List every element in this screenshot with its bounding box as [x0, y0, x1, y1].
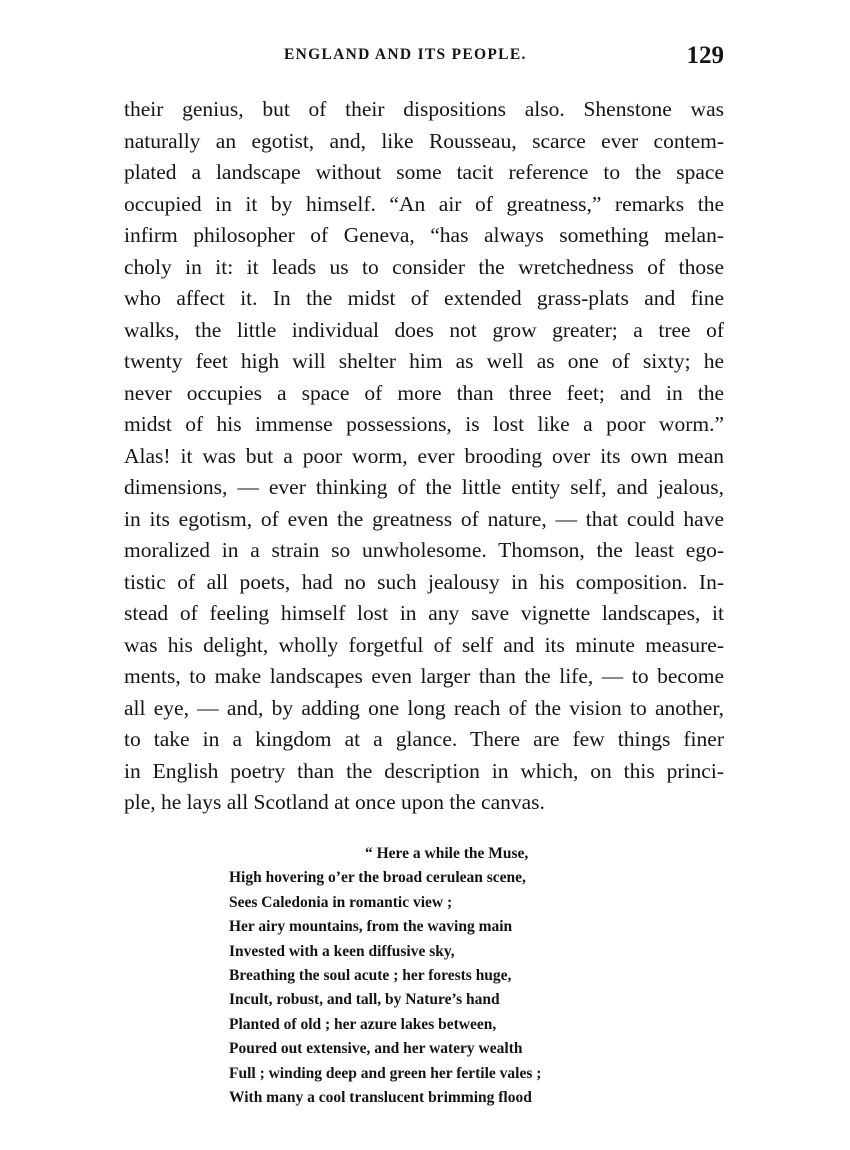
verse-quotation	[229, 842, 649, 1110]
verse-line: Planted of old ; her azure lakes between,	[229, 1015, 497, 1033]
text-line: was his delight, wholly forgetful of self and its minute measure-	[124, 632, 724, 657]
text-line: all eye, — and, by adding one long reach of the vision to another,	[124, 695, 724, 720]
verse-line: With many a cool translucent brimming flood	[229, 1088, 532, 1106]
text-line: ple, he lays all Scotland at once upon the canvas.	[124, 790, 545, 814]
text-line: plated a landscape without some tacit reference to the space	[124, 160, 724, 184]
running-title: ENGLAND AND ITS PEOPLE.	[284, 46, 527, 63]
text-line: who affect it. In the midst of extended grass-plats and fine	[124, 286, 724, 310]
text-line: tistic of all poets, had no such jealousy in his composition. In-	[124, 569, 724, 594]
verse-line: “ Here a while the Muse,	[365, 845, 529, 862]
verse-line: Breathing the soul acute ; her forests huge,	[229, 966, 512, 984]
verse-line: Her airy mountains, from the waving main	[229, 918, 513, 936]
text-line: stead of feeling himself lost in any save vignette landscapes, it	[124, 601, 724, 625]
text-line: twenty feet high will shelter him as well as one of sixty; he	[124, 349, 724, 373]
verse-line: Incult, robust, and tall, by Nature’s hand	[229, 991, 500, 1009]
text-line: to take in a kingdom at a glance. There are few things finer	[124, 727, 724, 751]
text-line: naturally an egotist, and, like Rousseau, scarce ever contem-	[124, 128, 724, 153]
page-number: 129	[686, 42, 724, 69]
text-line: choly in it: it leads us to consider the wretchedness of those	[124, 254, 724, 279]
text-line: their genius, but of their dispositions also. Shenstone was	[124, 97, 724, 121]
verse-line: Invested with a keen diffusive sky,	[229, 942, 455, 960]
body-paragraph	[124, 94, 724, 819]
text-line: in its egotism, of even the greatness of nature, — that could have	[124, 506, 724, 531]
verse-line: High hovering o’er the broad cerulean scene,	[229, 869, 526, 887]
verse-line: Full ; winding deep and green her fertile vales ;	[229, 1064, 542, 1082]
text-line: never occupies a space of more than three feet; and in the	[124, 380, 724, 405]
text-line: occupied in it by himself. “An air of greatness,” remarks the	[124, 191, 724, 216]
text-line: dimensions, — ever thinking of the little entity self, and jealous,	[124, 475, 724, 499]
text-line: in English poetry than the description in which, on this princi-	[124, 758, 724, 783]
text-line: moralized in a strain so unwholesome. Thomson, the least ego-	[124, 538, 724, 562]
text-line: infirm philosopher of Geneva, “has always something melan-	[124, 223, 724, 247]
text-line: walks, the little individual does not grow greater; a tree of	[124, 317, 724, 342]
text-line: Alas! it was but a poor worm, ever brooding over its own mean	[124, 443, 724, 468]
text-line: midst of his immense possessions, is lost like a poor worm.”	[124, 412, 724, 436]
verse-line: Poured out extensive, and her watery wealth	[229, 1040, 523, 1058]
verse-line: Sees Caledonia in romantic view ;	[229, 893, 453, 911]
running-head	[124, 42, 724, 74]
text-line: ments, to make landscapes even larger than the life, — to become	[124, 664, 724, 688]
